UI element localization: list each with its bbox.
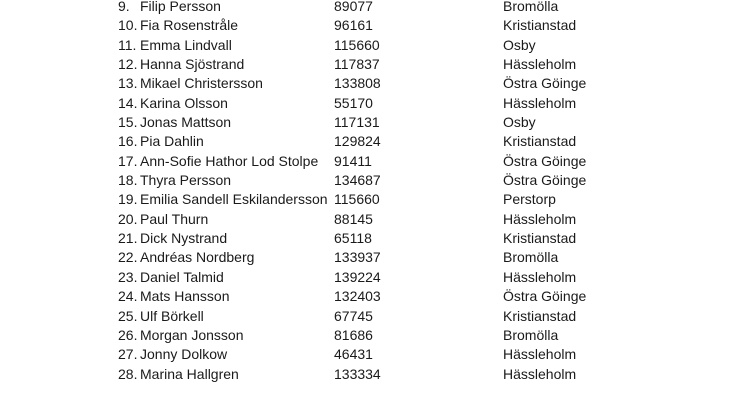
list-item-number: 22. [118, 249, 138, 266]
list-item-number: 20. [118, 210, 138, 227]
candidate-number: 115660 [334, 191, 380, 208]
list-item-number: 21. [118, 230, 138, 247]
candidate-number: 132403 [334, 288, 381, 305]
candidate-name: Thyra Persson [140, 172, 232, 189]
candidate-name: Jonny Dolkow [140, 346, 228, 363]
list-item-number: 9. [118, 0, 130, 14]
list-item-number: 15. [118, 114, 138, 131]
candidate-name: Andréas Nordberg [140, 249, 255, 266]
list-item-number: 16. [118, 133, 138, 150]
candidate-name: Emilia Sandell Eskilandersson [140, 191, 328, 208]
list-item-number: 23. [118, 268, 138, 285]
list-item-number: 26. [118, 326, 138, 343]
candidate-name: Fia Rosenstråle [140, 17, 239, 34]
list-item-number: 27. [118, 346, 138, 363]
municipality: Osby [503, 114, 536, 131]
list-item [118, 132, 718, 151]
list-item [118, 16, 718, 35]
list-item-number: 14. [118, 94, 138, 111]
candidate-name: Dick Nystrand [140, 230, 228, 247]
candidate-name: Ulf Börkell [140, 307, 204, 324]
municipality: Kristianstad [503, 307, 577, 324]
candidate-number: 96161 [334, 17, 373, 34]
list-item [118, 365, 718, 384]
list-item [118, 268, 718, 287]
municipality: Hässleholm [503, 365, 577, 382]
list-item [118, 229, 718, 248]
candidate-name: Marina Hallgren [140, 365, 239, 382]
candidate-number: 133334 [334, 365, 381, 382]
municipality: Östra Göinge [503, 152, 587, 169]
candidate-number: 88145 [334, 210, 373, 227]
candidate-name: Paul Thurn [140, 210, 209, 227]
candidate-name: Ann-Sofie Hathor Lod Stolpe [140, 152, 319, 169]
candidate-number: 65118 [334, 230, 372, 247]
list-item [118, 326, 718, 345]
candidate-number: 115660 [334, 36, 380, 53]
list-item [118, 36, 718, 55]
candidate-number: 129824 [334, 133, 381, 150]
list-item [118, 0, 718, 16]
municipality: Östra Göinge [503, 288, 587, 305]
list-item [118, 152, 718, 171]
candidate-number: 139224 [334, 268, 381, 285]
candidate-name: Filip Persson [140, 0, 221, 14]
municipality: Östra Göinge [503, 172, 587, 189]
candidate-number: 91411 [334, 152, 372, 169]
list-item-number: 13. [118, 75, 138, 92]
list-item [118, 248, 718, 267]
candidate-number: 55170 [334, 94, 373, 111]
candidate-number: 81686 [334, 326, 373, 343]
candidate-name: Hanna Sjöstrand [140, 56, 245, 73]
candidate-number: 117131 [334, 114, 380, 131]
list-item [118, 210, 718, 229]
municipality: Hässleholm [503, 56, 577, 73]
candidate-number: 89077 [334, 0, 373, 14]
list-item [118, 94, 718, 113]
candidate-name: Jonas Mattson [140, 114, 232, 131]
list-item-number: 25. [118, 307, 138, 324]
municipality: Bromölla [503, 0, 559, 14]
list-item-number: 17. [118, 152, 138, 169]
municipality: Kristianstad [503, 230, 577, 247]
municipality: Kristianstad [503, 17, 577, 34]
list-item [118, 74, 718, 93]
candidate-name: Mats Hansson [140, 288, 230, 305]
candidate-number: 117837 [334, 56, 380, 73]
municipality: Osby [503, 36, 536, 53]
list-item-number: 12. [118, 56, 138, 73]
municipality: Hässleholm [503, 268, 577, 285]
list-item [118, 345, 718, 364]
candidate-number: 46431 [334, 346, 373, 363]
list-item-number: 28. [118, 365, 138, 382]
candidate-name: Morgan Jonsson [140, 326, 244, 343]
list-item [118, 113, 718, 132]
candidate-number: 133808 [334, 75, 381, 92]
list-item [118, 55, 718, 74]
list-item-number: 24. [118, 288, 138, 305]
municipality: Hässleholm [503, 210, 577, 227]
municipality: Bromölla [503, 249, 559, 266]
municipality: Kristianstad [503, 133, 577, 150]
candidate-number: 133937 [334, 249, 381, 266]
list-item-number: 10. [118, 17, 138, 34]
candidate-list [118, 0, 718, 384]
candidate-name: Emma Lindvall [140, 36, 232, 53]
municipality: Bromölla [503, 326, 559, 343]
candidate-number: 134687 [334, 172, 381, 189]
candidate-number: 67745 [334, 307, 373, 324]
candidate-name: Mikael Christersson [140, 75, 263, 92]
municipality: Hässleholm [503, 94, 577, 111]
list-item [118, 171, 718, 190]
list-item-number: 18. [118, 172, 138, 189]
list-item [118, 307, 718, 326]
candidate-name: Daniel Talmid [140, 268, 224, 285]
list-item-number: 19. [118, 191, 138, 208]
list-item [118, 190, 718, 209]
list-item [118, 287, 718, 306]
municipality: Perstorp [503, 191, 556, 208]
list-item-number: 11. [118, 36, 137, 53]
candidate-name: Karina Olsson [140, 94, 228, 111]
candidate-name: Pia Dahlin [140, 133, 204, 150]
municipality: Hässleholm [503, 346, 577, 363]
municipality: Östra Göinge [503, 75, 587, 92]
